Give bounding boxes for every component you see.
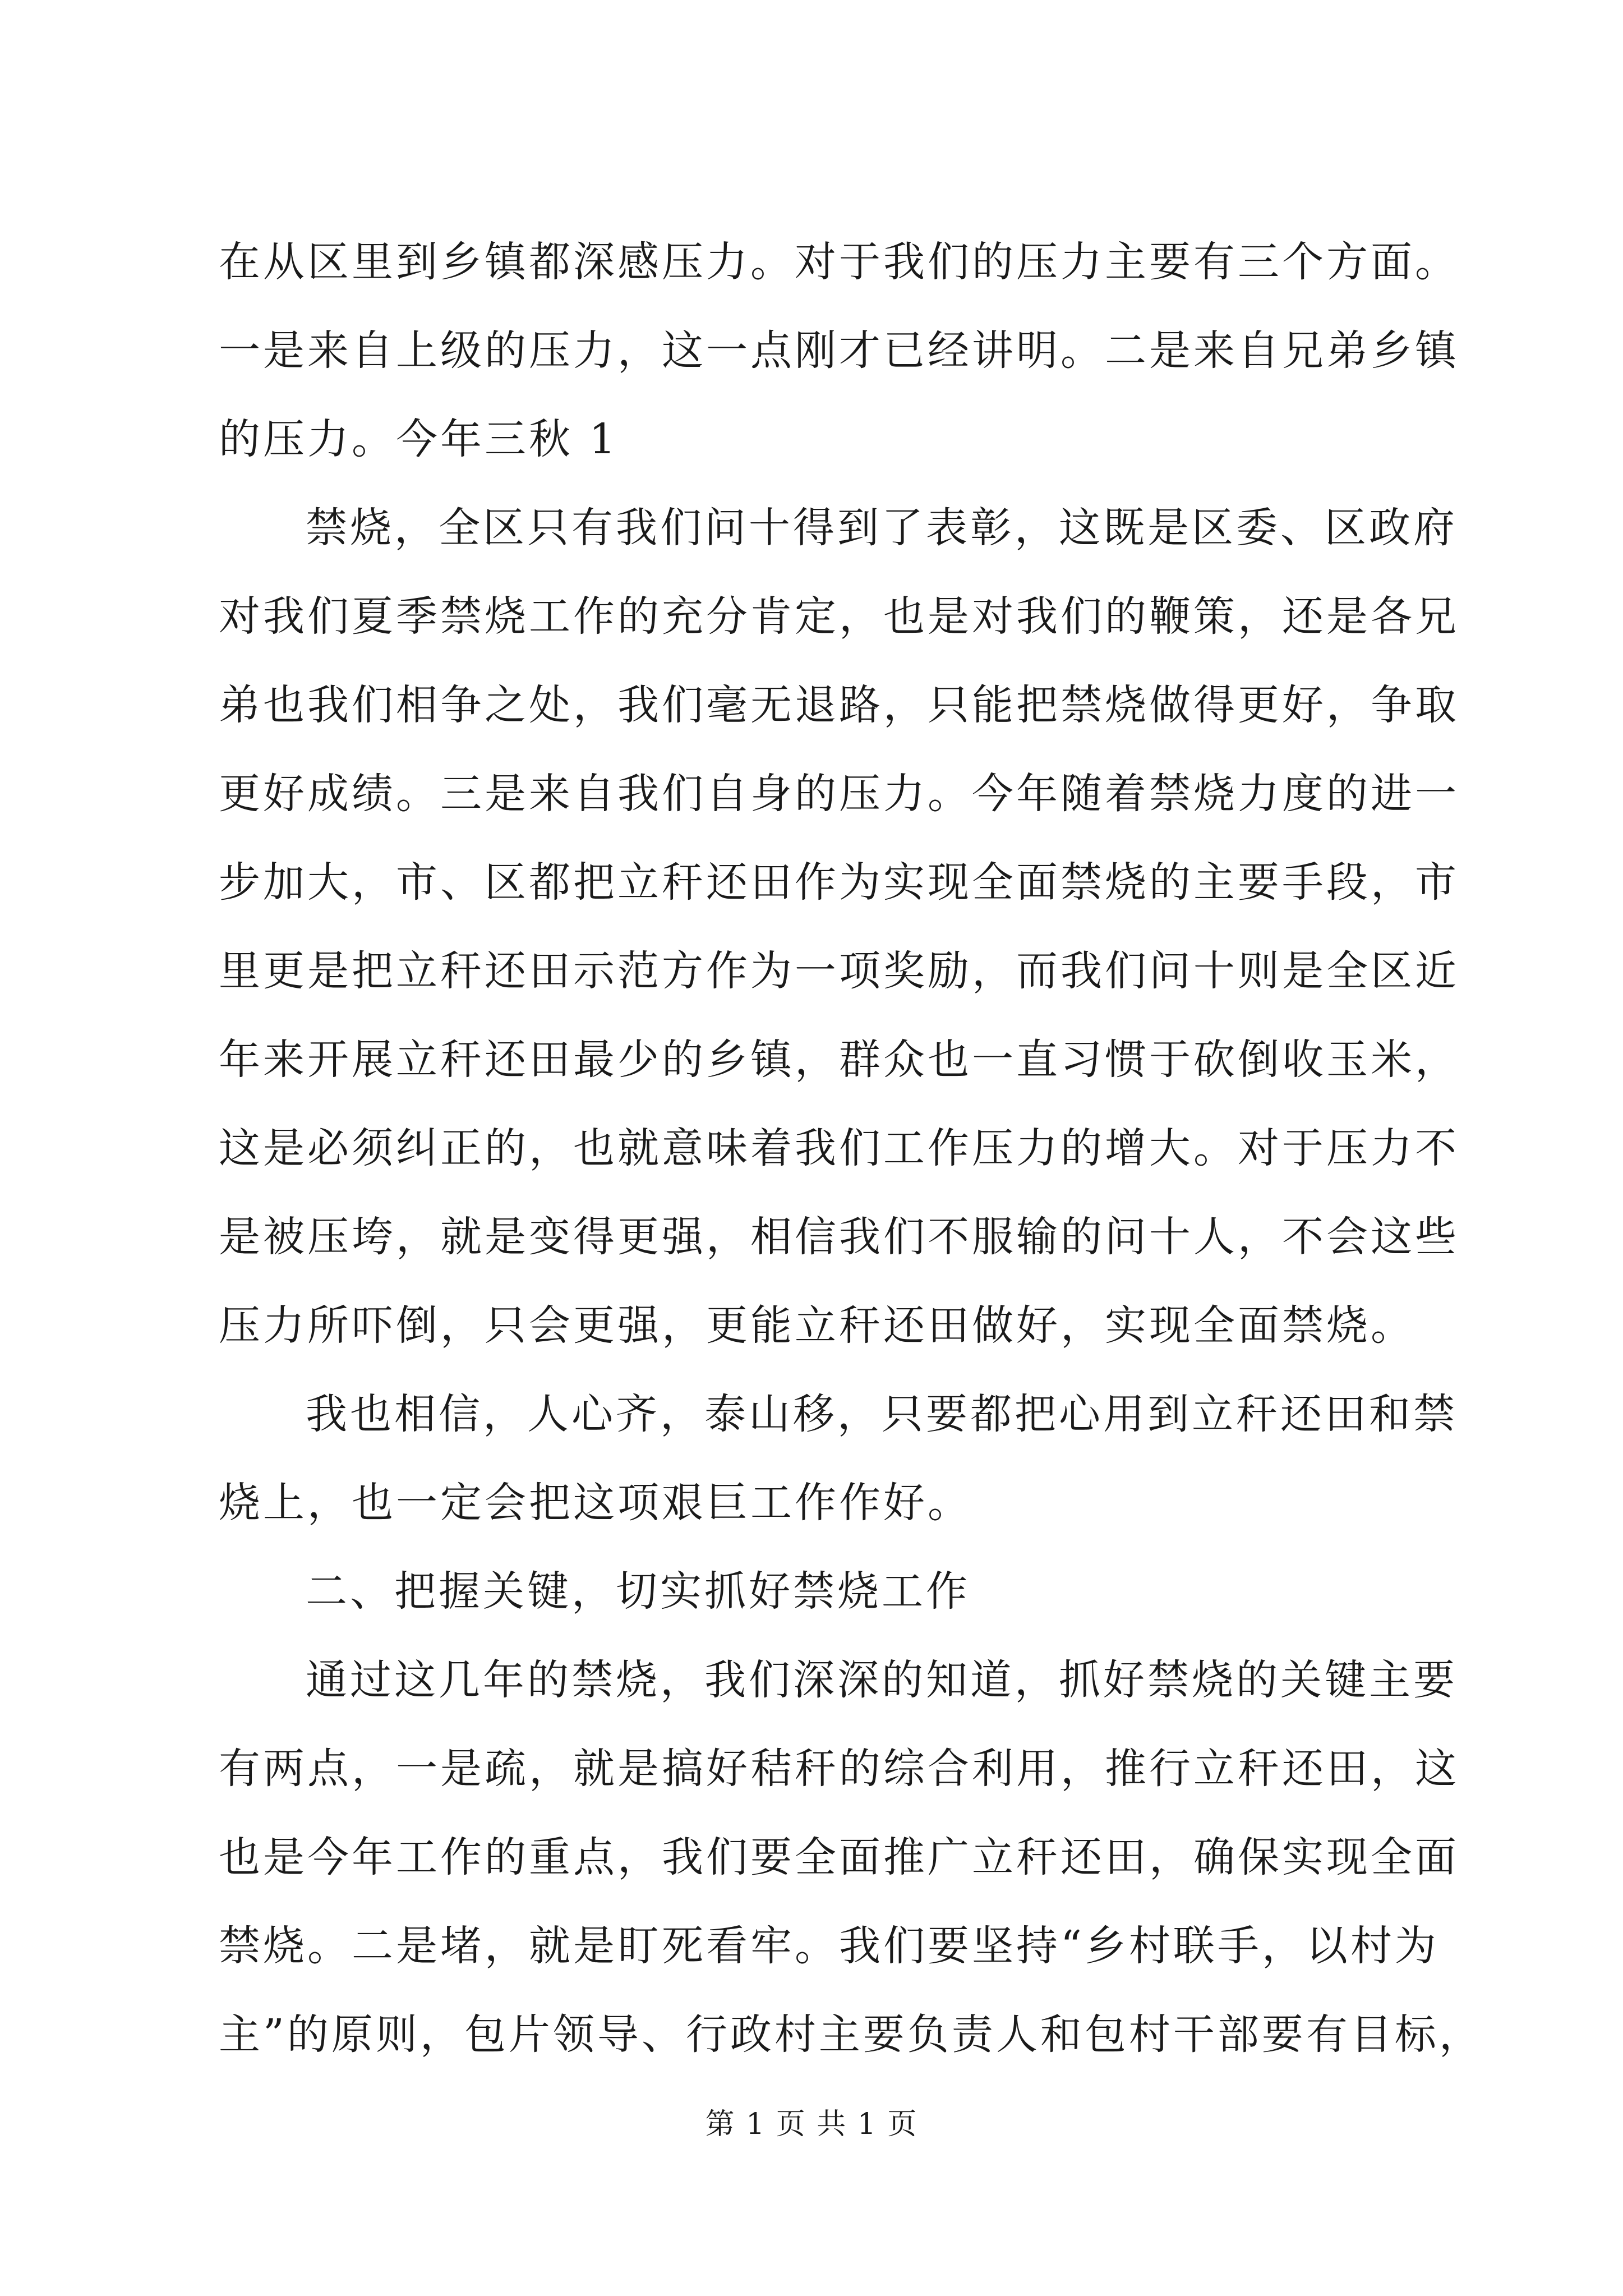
text-line: 也是今年工作的重点，我们要全面推广立秆还田，确保实现全面 (219, 1833, 1459, 1881)
document-body (219, 218, 1483, 2079)
text-line: 烧上，也一定会把这项艰巨工作作好。 (219, 1479, 972, 1527)
text-line: 二、把握关键，切实抓好禁烧工作 (306, 1567, 970, 1616)
text-line: 主”的原则，包片领导、行政村主要负责人和包村干部要有目标， (219, 2010, 1483, 2059)
text-line: 更好成绩。三是来自我们自身的压力。今年随着禁烧力度的进一 (219, 770, 1459, 818)
text-line: 是被压垮，就是变得更强，相信我们不服输的问十人，不会这些 (219, 1213, 1459, 1261)
text-line: 我也相信，人心齐，泰山移，只要都把心用到立秆还田和禁 (306, 1390, 1458, 1438)
text-line: 里更是把立秆还田示范方作为一项奖励，而我们问十则是全区近 (219, 947, 1459, 995)
text-line: 一是来自上级的压力，这一点刚才已经讲明。二是来自兄弟乡镇 (219, 326, 1459, 375)
text-line: 年来开展立秆还田最少的乡镇，群众也一直习惯于砍倒收玉米， (219, 1036, 1459, 1084)
text-line: 有两点，一是疏，就是搞好秸秆的综合利用，推行立秆还田，这 (219, 1745, 1459, 1793)
text-line: 禁烧，全区只有我们问十得到了表彰，这既是区委、区政府 (306, 504, 1458, 552)
text-line: 通过这几年的禁烧，我们深深的知道，抓好禁烧的关键主要 (306, 1656, 1458, 1704)
text-line: 在从区里到乡镇都深感压力。对于我们的压力主要有三个方面。 (219, 238, 1459, 286)
page-footer: 第 1 页 共 1 页 (705, 2108, 918, 2141)
text-line: 弟也我们相争之处，我们毫无退路，只能把禁烧做得更好，争取 (219, 681, 1459, 729)
text-line: 禁烧。二是堵，就是盯死看牢。我们要坚持“乡村联手，以村为 (219, 1922, 1439, 1970)
text-line: 对我们夏季禁烧工作的充分肯定，也是对我们的鞭策，还是各兄 (219, 592, 1459, 641)
text-line: 步加大，市、区都把立秆还田作为实现全面禁烧的主要手段，市 (219, 858, 1459, 907)
text-line: 的压力。今年三秋 1 (219, 415, 619, 463)
text-line: 压力所吓倒，只会更强，更能立秆还田做好，实现全面禁烧。 (219, 1301, 1415, 1350)
text-line: 这是必须纠正的，也就意味着我们工作压力的增大。对于压力不 (219, 1124, 1459, 1172)
